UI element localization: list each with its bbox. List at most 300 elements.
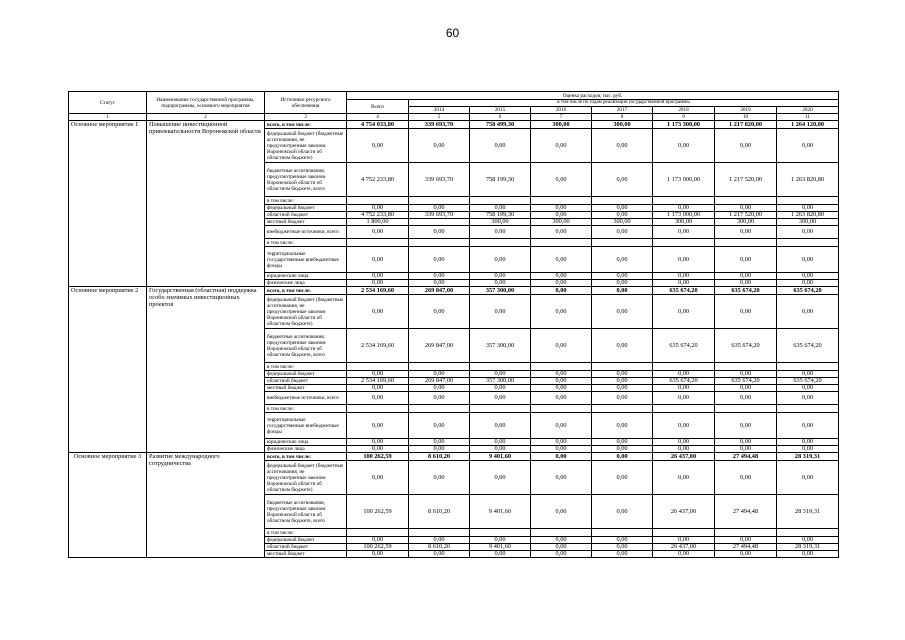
value-year-cell: 0,00 bbox=[470, 439, 531, 446]
source-cell: территориальные государственные внебюджетные фонды bbox=[265, 413, 347, 439]
header-year: 2018 bbox=[653, 107, 715, 114]
source-cell: внебюджетные источники, всего bbox=[265, 226, 347, 239]
source-cell: юридические лица bbox=[265, 273, 347, 280]
value-year-cell: 0,00 bbox=[592, 129, 653, 163]
status-cell: Основное мероприятие 3 bbox=[69, 453, 147, 558]
value-year-cell: 0,00 bbox=[531, 413, 592, 439]
value-year-cell bbox=[470, 405, 531, 413]
value-year-cell: 9 401,60 bbox=[470, 495, 531, 529]
source-cell: федеральный бюджет (бюджетные ассигнования, не предусмотренные законом Воронежской области об областном бюджете) bbox=[265, 295, 347, 329]
value-year-cell bbox=[531, 363, 592, 371]
value-year-cell: 0,00 bbox=[531, 544, 592, 551]
value-year-cell: 0,00 bbox=[531, 446, 592, 453]
value-year-cell bbox=[409, 219, 470, 226]
header-col-number: 1 bbox=[69, 114, 147, 121]
value-year-cell: 357 300,00 bbox=[470, 329, 531, 363]
value-year-cell: 0,00 bbox=[592, 551, 653, 558]
value-year-cell: 0,00 bbox=[470, 413, 531, 439]
value-year-cell: 0,00 bbox=[531, 392, 592, 405]
value-year-cell: 0,00 bbox=[470, 295, 531, 329]
value-year-cell: 635 674,20 bbox=[715, 287, 777, 295]
value-year-cell: 0,00 bbox=[592, 439, 653, 446]
table-row bbox=[69, 287, 839, 295]
value-year-cell: 0,00 bbox=[531, 453, 592, 461]
value-year-cell: 0,00 bbox=[653, 551, 715, 558]
value-total-cell: 0,00 bbox=[347, 295, 409, 329]
value-total-cell: 0,00 bbox=[347, 280, 409, 287]
value-year-cell: 0,00 bbox=[592, 295, 653, 329]
value-year-cell: 300,00 bbox=[531, 219, 592, 226]
expense-table bbox=[68, 91, 839, 558]
value-year-cell: 0,00 bbox=[592, 544, 653, 551]
source-cell: областной бюджет bbox=[265, 378, 347, 385]
value-year-cell bbox=[777, 405, 839, 413]
value-year-cell: 0,00 bbox=[715, 439, 777, 446]
value-year-cell: 0,00 bbox=[777, 537, 839, 544]
value-year-cell: 0,00 bbox=[715, 295, 777, 329]
value-year-cell: 300,00 bbox=[531, 121, 592, 129]
value-year-cell: 300,00 bbox=[592, 219, 653, 226]
value-year-cell: 339 693,70 bbox=[409, 212, 470, 219]
value-total-cell: 0,00 bbox=[347, 226, 409, 239]
value-year-cell bbox=[653, 529, 715, 537]
value-year-cell: 0,00 bbox=[653, 446, 715, 453]
source-cell: местный бюджет bbox=[265, 551, 347, 558]
value-year-cell: 0,00 bbox=[592, 212, 653, 219]
value-year-cell: 300,00 bbox=[470, 219, 531, 226]
header-col-number: 3 bbox=[265, 114, 347, 121]
value-year-cell: 0,00 bbox=[777, 413, 839, 439]
value-year-cell: 0,00 bbox=[409, 551, 470, 558]
value-year-cell: 635 674,20 bbox=[777, 329, 839, 363]
source-cell: всего, в том числе: bbox=[265, 287, 347, 295]
value-year-cell bbox=[592, 529, 653, 537]
value-year-cell: 0,00 bbox=[409, 273, 470, 280]
value-year-cell: 0,00 bbox=[715, 371, 777, 378]
value-year-cell: 0,00 bbox=[715, 446, 777, 453]
value-year-cell: 0,00 bbox=[409, 392, 470, 405]
value-total-cell bbox=[347, 363, 409, 371]
value-year-cell: 0,00 bbox=[470, 247, 531, 273]
value-year-cell: 300,00 bbox=[653, 219, 715, 226]
value-year-cell bbox=[653, 405, 715, 413]
value-year-cell bbox=[777, 363, 839, 371]
source-cell: бюджетные ассигнования, предусмотренные законом Воронежской области об областном бюджете, всего bbox=[265, 163, 347, 197]
value-year-cell: 0,00 bbox=[531, 551, 592, 558]
value-year-cell: 0,00 bbox=[592, 280, 653, 287]
value-year-cell: 0,00 bbox=[592, 371, 653, 378]
value-year-cell: 0,00 bbox=[531, 371, 592, 378]
header-name: Наименование государственной программы, подпрограммы, основного мероприятия bbox=[147, 92, 265, 114]
value-total-cell: 1 800,00 bbox=[347, 219, 409, 226]
value-total-cell: 0,00 bbox=[347, 461, 409, 495]
header-col-number: 9 bbox=[653, 114, 715, 121]
value-year-cell bbox=[470, 363, 531, 371]
name-cell: Государственная (областная) поддержка особо значимых инвестиционных проектов bbox=[147, 287, 265, 453]
value-year-cell: 0,00 bbox=[653, 226, 715, 239]
header-year: 2016 bbox=[531, 107, 592, 114]
value-year-cell: 27 494,48 bbox=[715, 453, 777, 461]
value-year-cell: 0,00 bbox=[531, 273, 592, 280]
value-year-cell: 0,00 bbox=[531, 439, 592, 446]
value-total-cell: 2 534 169,60 bbox=[347, 378, 409, 385]
table-row bbox=[69, 121, 839, 129]
value-year-cell: 0,00 bbox=[470, 392, 531, 405]
value-year-cell: 0,00 bbox=[653, 439, 715, 446]
value-year-cell: 357 300,00 bbox=[470, 378, 531, 385]
value-year-cell bbox=[777, 197, 839, 205]
value-year-cell: 26 437,00 bbox=[653, 495, 715, 529]
value-year-cell: 0,00 bbox=[653, 205, 715, 212]
value-year-cell bbox=[653, 197, 715, 205]
value-year-cell bbox=[470, 529, 531, 537]
value-year-cell: 0,00 bbox=[409, 247, 470, 273]
name-cell: Развитие международного сотрудничества bbox=[147, 453, 265, 558]
value-year-cell: 0,00 bbox=[777, 551, 839, 558]
value-year-cell bbox=[777, 529, 839, 537]
value-year-cell: 1 263 820,80 bbox=[777, 212, 839, 219]
header-col-number: 7 bbox=[531, 114, 592, 121]
source-cell: федеральный бюджет bbox=[265, 205, 347, 212]
value-year-cell: 0,00 bbox=[592, 495, 653, 529]
value-year-cell: 269 847,00 bbox=[409, 378, 470, 385]
value-year-cell: 0,00 bbox=[409, 371, 470, 378]
source-cell: областной бюджет bbox=[265, 212, 347, 219]
value-year-cell: 635 674,20 bbox=[653, 378, 715, 385]
value-year-cell: 0,00 bbox=[653, 247, 715, 273]
value-year-cell bbox=[592, 197, 653, 205]
value-year-cell: 0,00 bbox=[409, 446, 470, 453]
value-year-cell: 0,00 bbox=[653, 461, 715, 495]
value-year-cell: 0,00 bbox=[592, 205, 653, 212]
value-year-cell: 357 300,00 bbox=[470, 287, 531, 295]
value-year-cell bbox=[715, 239, 777, 247]
source-cell: бюджетные ассигнования, предусмотренные законом Воронежской области об областном бюджете, всего bbox=[265, 329, 347, 363]
value-year-cell bbox=[777, 239, 839, 247]
value-year-cell: 0,00 bbox=[777, 247, 839, 273]
source-cell: в том числе: bbox=[265, 197, 347, 205]
value-year-cell bbox=[715, 529, 777, 537]
value-year-cell: 758 199,30 bbox=[470, 212, 531, 219]
header-col-number: 11 bbox=[777, 114, 839, 121]
value-year-cell: 0,00 bbox=[409, 295, 470, 329]
header-col-number: 6 bbox=[470, 114, 531, 121]
value-year-cell bbox=[470, 239, 531, 247]
value-year-cell bbox=[409, 405, 470, 413]
header-by-years: в том числе по годам реализации государственной программы bbox=[409, 100, 839, 107]
value-year-cell: 1 263 820,80 bbox=[777, 163, 839, 197]
value-total-cell: 0,00 bbox=[347, 537, 409, 544]
value-year-cell: 0,00 bbox=[715, 280, 777, 287]
value-year-cell: 1 173 000,00 bbox=[653, 212, 715, 219]
value-year-cell: 0,00 bbox=[777, 129, 839, 163]
value-total-cell: 0,00 bbox=[347, 392, 409, 405]
source-cell: бюджетные ассигнования, предусмотренные законом Воронежской области об областном бюджете, всего bbox=[265, 495, 347, 529]
source-cell: федеральный бюджет (бюджетные ассигнования, не предусмотренные законом Воронежской области об областном бюджете) bbox=[265, 461, 347, 495]
value-year-cell bbox=[653, 239, 715, 247]
value-total-cell: 4 752 233,80 bbox=[347, 163, 409, 197]
value-year-cell: 0,00 bbox=[592, 453, 653, 461]
header-year: 2019 bbox=[715, 107, 777, 114]
value-year-cell: 0,00 bbox=[653, 295, 715, 329]
value-total-cell: 0,00 bbox=[347, 439, 409, 446]
value-year-cell bbox=[592, 363, 653, 371]
value-year-cell: 0,00 bbox=[592, 392, 653, 405]
value-year-cell: 28 319,31 bbox=[777, 495, 839, 529]
header-total: Всего bbox=[347, 100, 409, 114]
value-year-cell: 635 674,20 bbox=[715, 378, 777, 385]
value-year-cell: 0,00 bbox=[592, 273, 653, 280]
value-year-cell: 0,00 bbox=[777, 439, 839, 446]
value-year-cell: 0,00 bbox=[592, 163, 653, 197]
value-year-cell: 0,00 bbox=[531, 226, 592, 239]
value-total-cell: 0,00 bbox=[347, 247, 409, 273]
source-cell: местный бюджет bbox=[265, 219, 347, 226]
source-cell: местный бюджет bbox=[265, 385, 347, 392]
value-year-cell bbox=[715, 363, 777, 371]
value-year-cell: 0,00 bbox=[409, 205, 470, 212]
header-status: Статус bbox=[69, 92, 147, 114]
value-total-cell: 0,00 bbox=[347, 129, 409, 163]
value-year-cell: 0,00 bbox=[470, 385, 531, 392]
value-year-cell: 0,00 bbox=[715, 129, 777, 163]
source-cell: юридические лица bbox=[265, 439, 347, 446]
value-year-cell: 0,00 bbox=[531, 495, 592, 529]
value-year-cell bbox=[409, 363, 470, 371]
value-year-cell bbox=[531, 239, 592, 247]
value-year-cell: 0,00 bbox=[715, 392, 777, 405]
status-cell: Основное мероприятие 2 bbox=[69, 287, 147, 453]
value-year-cell: 0,00 bbox=[653, 385, 715, 392]
value-total-cell: 0,00 bbox=[347, 551, 409, 558]
value-total-cell: 0,00 bbox=[347, 205, 409, 212]
value-year-cell: 28 319,31 bbox=[777, 544, 839, 551]
value-year-cell: 0,00 bbox=[715, 247, 777, 273]
source-cell: физические лица bbox=[265, 280, 347, 287]
value-year-cell: 339 693,70 bbox=[409, 121, 470, 129]
value-year-cell: 0,00 bbox=[409, 385, 470, 392]
value-year-cell: 0,00 bbox=[777, 371, 839, 378]
value-year-cell bbox=[470, 197, 531, 205]
value-year-cell: 0,00 bbox=[592, 247, 653, 273]
value-year-cell: 635 674,20 bbox=[777, 378, 839, 385]
value-year-cell: 0,00 bbox=[592, 287, 653, 295]
value-total-cell: 0,00 bbox=[347, 413, 409, 439]
value-total-cell bbox=[347, 529, 409, 537]
value-year-cell: 635 674,20 bbox=[653, 287, 715, 295]
value-year-cell bbox=[531, 405, 592, 413]
source-cell: внебюджетные источники, всего bbox=[265, 392, 347, 405]
value-year-cell: 269 847,00 bbox=[409, 329, 470, 363]
status-cell: Основное мероприятие 1 bbox=[69, 121, 147, 287]
value-year-cell bbox=[715, 405, 777, 413]
value-year-cell: 26 437,00 bbox=[653, 453, 715, 461]
source-cell: всего, в том числе: bbox=[265, 121, 347, 129]
value-year-cell: 1 217 520,00 bbox=[715, 163, 777, 197]
value-year-cell: 0,00 bbox=[470, 446, 531, 453]
value-total-cell: 0,00 bbox=[347, 446, 409, 453]
value-year-cell: 8 610,20 bbox=[409, 453, 470, 461]
table-header bbox=[69, 92, 839, 121]
value-year-cell: 0,00 bbox=[777, 446, 839, 453]
value-year-cell: 0,00 bbox=[715, 537, 777, 544]
value-year-cell: 0,00 bbox=[409, 280, 470, 287]
value-year-cell: 0,00 bbox=[409, 129, 470, 163]
value-year-cell: 0,00 bbox=[653, 413, 715, 439]
value-year-cell: 0,00 bbox=[777, 273, 839, 280]
page-number: 60 bbox=[445, 26, 460, 40]
value-year-cell: 0,00 bbox=[653, 371, 715, 378]
value-total-cell bbox=[347, 405, 409, 413]
source-cell: физические лица bbox=[265, 446, 347, 453]
source-cell: в том числе: bbox=[265, 363, 347, 371]
value-year-cell: 0,00 bbox=[470, 551, 531, 558]
value-total-cell: 4 754 033,80 bbox=[347, 121, 409, 129]
value-year-cell: 0,00 bbox=[531, 129, 592, 163]
value-year-cell: 0,00 bbox=[470, 537, 531, 544]
source-cell: в том числе: bbox=[265, 405, 347, 413]
value-year-cell: 0,00 bbox=[777, 392, 839, 405]
header-year: 2014 bbox=[409, 107, 470, 114]
value-year-cell: 0,00 bbox=[715, 461, 777, 495]
value-year-cell: 1 217 820,00 bbox=[715, 121, 777, 129]
value-year-cell: 0,00 bbox=[531, 329, 592, 363]
value-year-cell: 0,00 bbox=[653, 280, 715, 287]
header-year: 2017 bbox=[592, 107, 653, 114]
source-cell: областной бюджет bbox=[265, 544, 347, 551]
header-col-number: 4 bbox=[347, 114, 409, 121]
value-total-cell: 4 752 233,80 bbox=[347, 212, 409, 219]
value-year-cell: 28 319,31 bbox=[777, 453, 839, 461]
value-year-cell: 0,00 bbox=[592, 537, 653, 544]
value-year-cell: 0,00 bbox=[715, 551, 777, 558]
value-year-cell: 0,00 bbox=[531, 280, 592, 287]
header-col-number: 5 bbox=[409, 114, 470, 121]
value-year-cell: 0,00 bbox=[715, 413, 777, 439]
value-year-cell: 0,00 bbox=[653, 129, 715, 163]
table-body bbox=[69, 121, 839, 558]
value-year-cell: 635 674,20 bbox=[777, 287, 839, 295]
header-year: 2020 bbox=[777, 107, 839, 114]
value-year-cell: 0,00 bbox=[592, 446, 653, 453]
value-year-cell: 1 173 300,00 bbox=[653, 121, 715, 129]
value-year-cell: 339 693,70 bbox=[409, 163, 470, 197]
value-year-cell: 635 674,20 bbox=[715, 329, 777, 363]
value-year-cell bbox=[653, 363, 715, 371]
value-year-cell: 0,00 bbox=[409, 537, 470, 544]
value-year-cell: 0,00 bbox=[777, 295, 839, 329]
value-year-cell: 0,00 bbox=[715, 273, 777, 280]
header-col-number: 2 bbox=[147, 114, 265, 121]
value-year-cell: 9 401,60 bbox=[470, 453, 531, 461]
value-year-cell: 0,00 bbox=[777, 385, 839, 392]
source-cell: всего, в том числе: bbox=[265, 453, 347, 461]
value-year-cell bbox=[409, 197, 470, 205]
value-year-cell: 0,00 bbox=[592, 385, 653, 392]
value-year-cell: 0,00 bbox=[715, 205, 777, 212]
value-year-cell: 8 610,20 bbox=[409, 495, 470, 529]
value-year-cell: 300,00 bbox=[715, 219, 777, 226]
source-cell: федеральный бюджет bbox=[265, 371, 347, 378]
value-year-cell bbox=[531, 197, 592, 205]
value-year-cell: 1 173 000,00 bbox=[653, 163, 715, 197]
value-total-cell bbox=[347, 197, 409, 205]
value-year-cell: 300,00 bbox=[777, 219, 839, 226]
value-year-cell: 0,00 bbox=[531, 205, 592, 212]
value-year-cell: 0,00 bbox=[470, 129, 531, 163]
value-year-cell: 0,00 bbox=[531, 212, 592, 219]
value-year-cell: 0,00 bbox=[409, 413, 470, 439]
value-year-cell: 0,00 bbox=[470, 371, 531, 378]
value-year-cell: 0,00 bbox=[777, 205, 839, 212]
value-year-cell: 0,00 bbox=[592, 461, 653, 495]
value-year-cell bbox=[592, 239, 653, 247]
value-total-cell: 100 262,59 bbox=[347, 453, 409, 461]
value-year-cell: 0,00 bbox=[653, 392, 715, 405]
value-year-cell bbox=[409, 239, 470, 247]
value-year-cell: 758 499,30 bbox=[470, 121, 531, 129]
header-col-number: 8 bbox=[592, 114, 653, 121]
header-estimate: Оценка расходов, тыс. руб. bbox=[347, 92, 839, 100]
source-cell: в том числе: bbox=[265, 529, 347, 537]
value-year-cell: 0,00 bbox=[531, 287, 592, 295]
value-year-cell: 0,00 bbox=[715, 226, 777, 239]
value-year-cell bbox=[409, 529, 470, 537]
value-year-cell: 0,00 bbox=[531, 461, 592, 495]
value-year-cell: 269 847,00 bbox=[409, 287, 470, 295]
source-cell: федеральный бюджет bbox=[265, 537, 347, 544]
value-year-cell: 0,00 bbox=[531, 385, 592, 392]
value-year-cell: 0,00 bbox=[470, 273, 531, 280]
value-year-cell: 0,00 bbox=[777, 226, 839, 239]
value-year-cell: 0,00 bbox=[470, 226, 531, 239]
value-year-cell: 0,00 bbox=[592, 413, 653, 439]
value-total-cell bbox=[347, 239, 409, 247]
value-year-cell: 0,00 bbox=[777, 461, 839, 495]
value-year-cell: 0,00 bbox=[653, 273, 715, 280]
value-year-cell: 0,00 bbox=[531, 247, 592, 273]
value-total-cell: 100 262,59 bbox=[347, 495, 409, 529]
value-total-cell: 100 262,59 bbox=[347, 544, 409, 551]
value-year-cell: 0,00 bbox=[592, 329, 653, 363]
value-total-cell: 0,00 bbox=[347, 385, 409, 392]
value-year-cell: 0,00 bbox=[592, 226, 653, 239]
value-year-cell: 0,00 bbox=[777, 280, 839, 287]
name-cell: Повышение инвестиционной привлекательности Воронежской области bbox=[147, 121, 265, 287]
source-cell: в том числе: bbox=[265, 239, 347, 247]
value-total-cell: 0,00 bbox=[347, 371, 409, 378]
value-year-cell bbox=[592, 405, 653, 413]
value-year-cell: 0,00 bbox=[470, 205, 531, 212]
value-year-cell: 0,00 bbox=[531, 163, 592, 197]
value-year-cell: 26 437,00 bbox=[653, 544, 715, 551]
value-year-cell: 27 494,48 bbox=[715, 495, 777, 529]
header-source: Источники ресурсного обеспечения bbox=[265, 92, 347, 114]
header-year: 2015 bbox=[470, 107, 531, 114]
header-col-number: 10 bbox=[715, 114, 777, 121]
value-year-cell: 0,00 bbox=[531, 378, 592, 385]
header-col-numbers-row bbox=[69, 114, 839, 121]
value-year-cell: 0,00 bbox=[409, 226, 470, 239]
value-year-cell: 0,00 bbox=[531, 537, 592, 544]
value-year-cell: 0,00 bbox=[470, 461, 531, 495]
source-cell: федеральный бюджет (бюджетные ассигнования, не предусмотренные законом Воронежской области об областном бюджете) bbox=[265, 129, 347, 163]
value-total-cell: 2 534 169,60 bbox=[347, 329, 409, 363]
value-year-cell: 27 494,48 bbox=[715, 544, 777, 551]
value-year-cell bbox=[715, 197, 777, 205]
value-year-cell: 0,00 bbox=[470, 280, 531, 287]
value-year-cell: 8 610,20 bbox=[409, 544, 470, 551]
